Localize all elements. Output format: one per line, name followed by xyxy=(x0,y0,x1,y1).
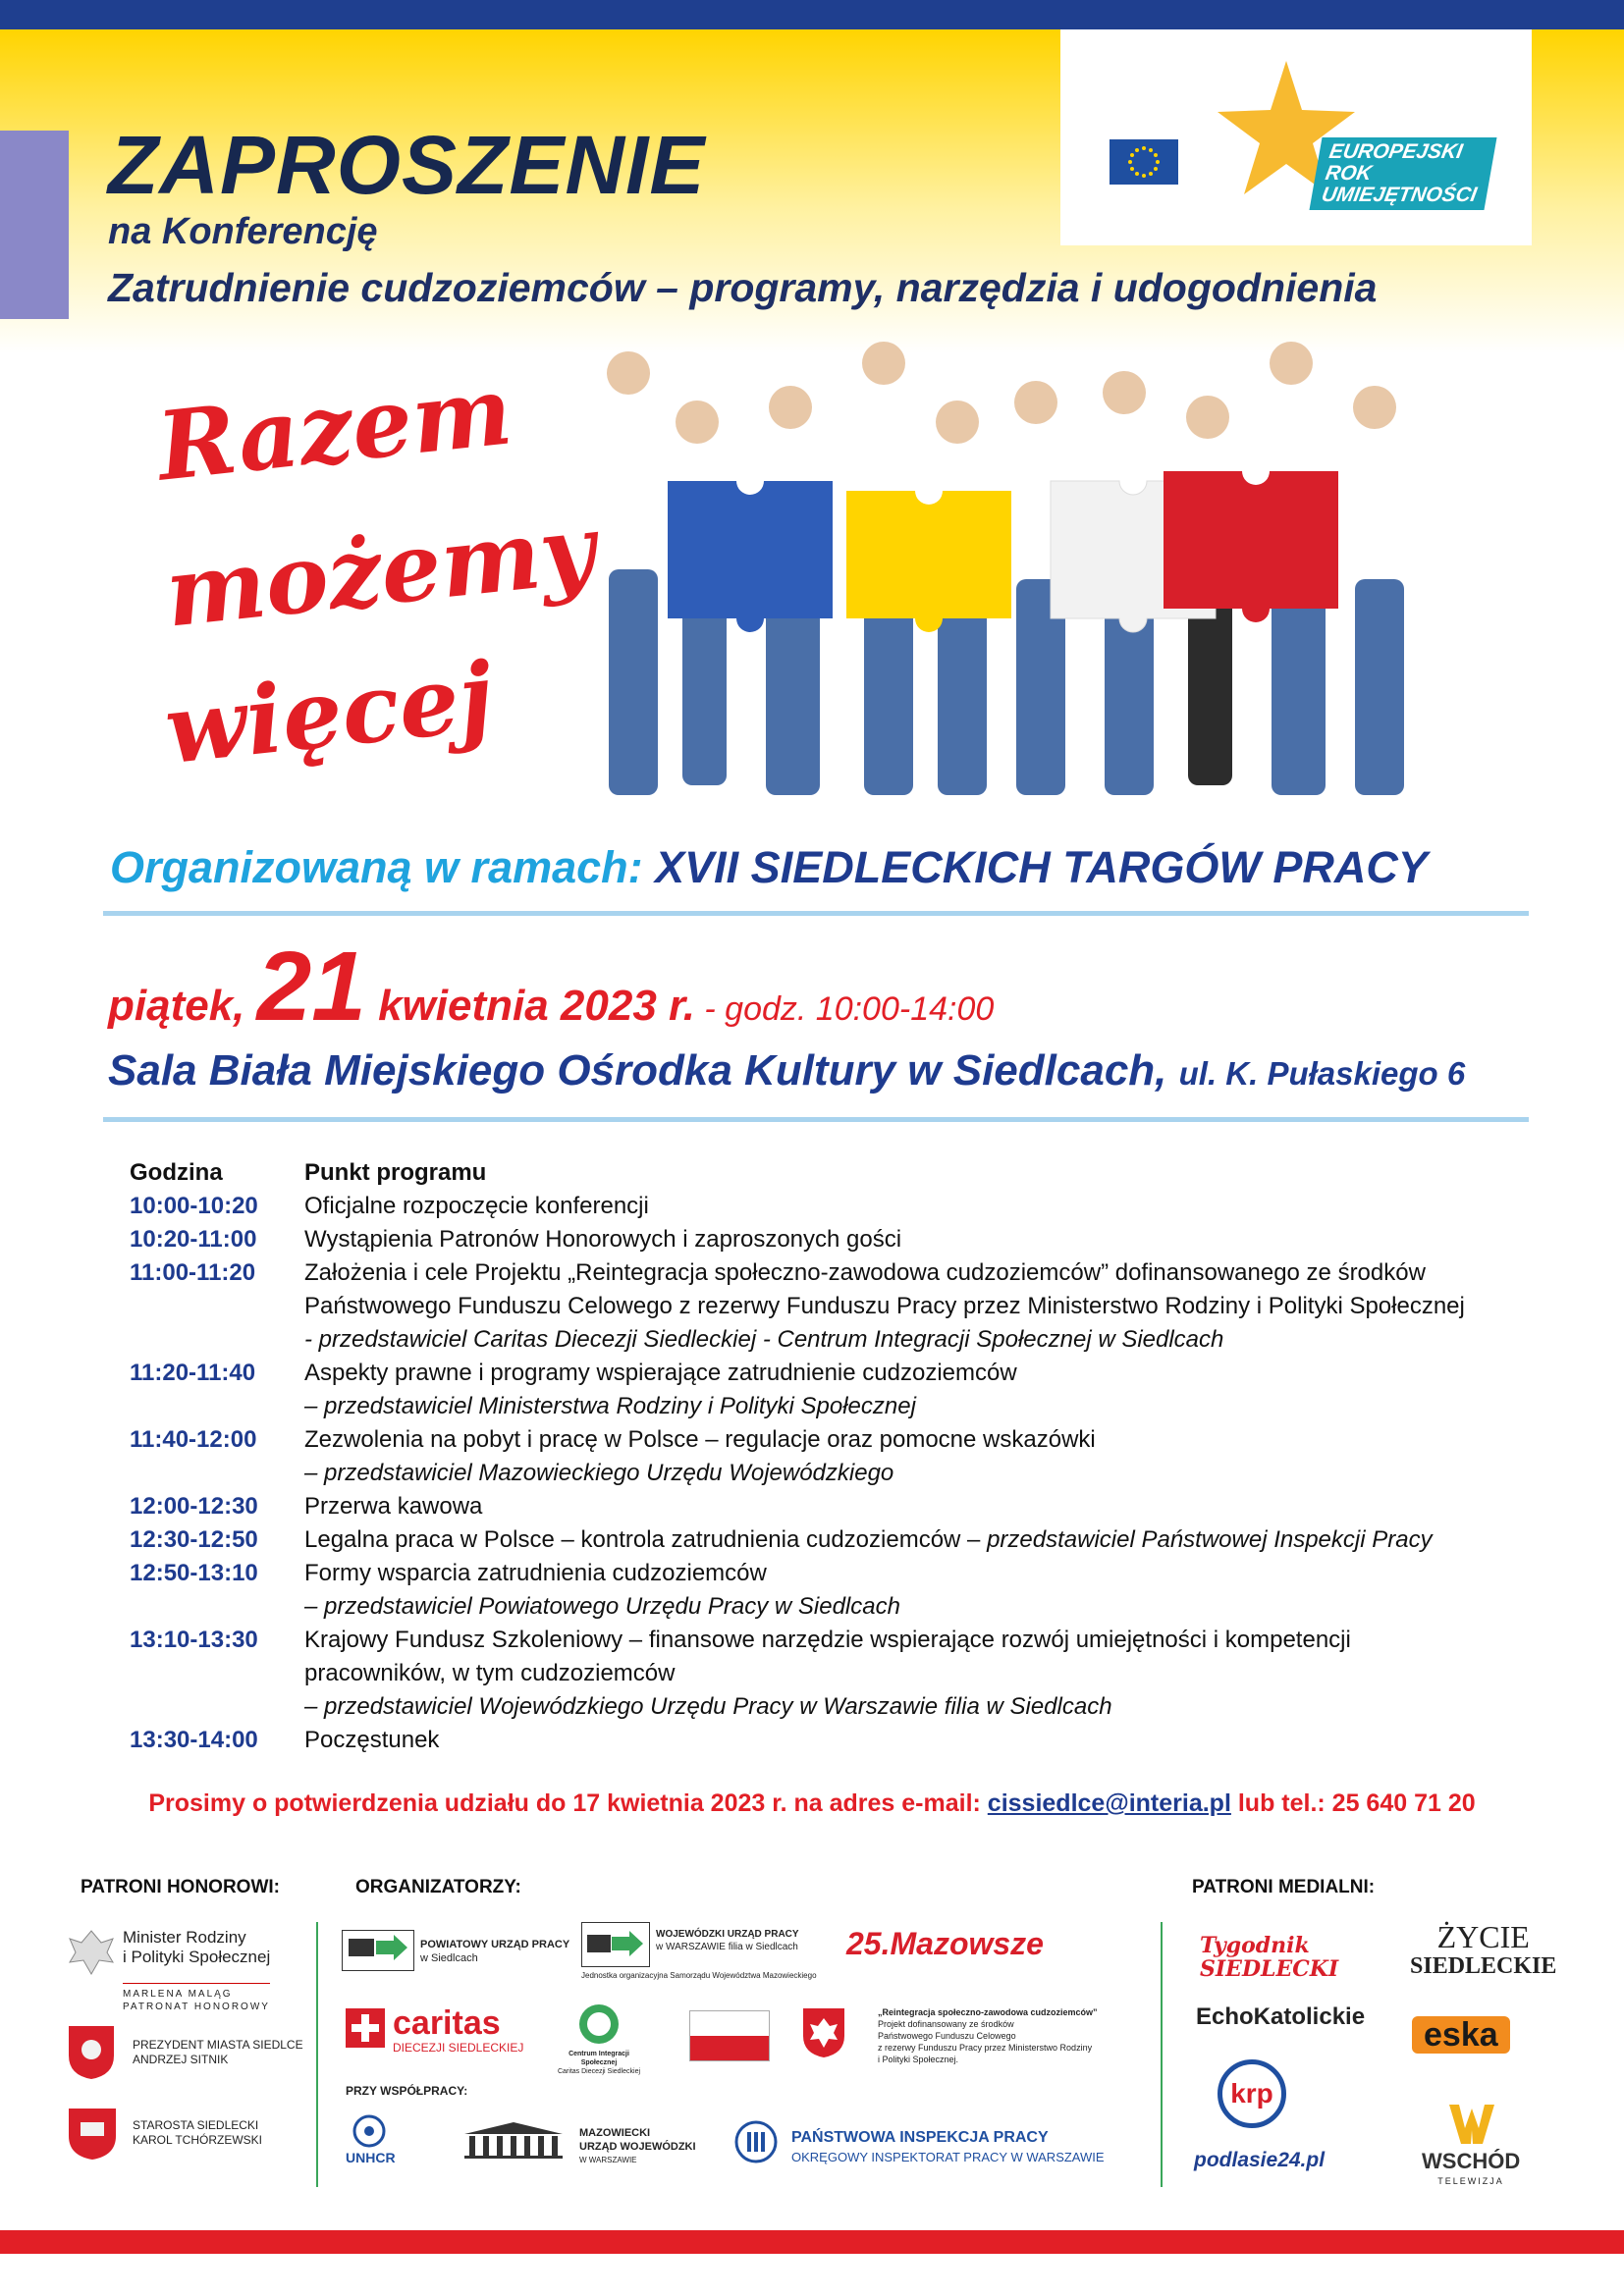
honorary-patrons-label: PATRONI HONOROWI: xyxy=(81,1877,280,1897)
eu-year-badge: EUROPEJSKI ROK UMIEJĘTNOŚCI xyxy=(1309,137,1496,210)
polish-emblem-icon xyxy=(801,2006,846,2059)
program-row: 10:20-11:00 Wystąpienia Patronów Honorowych i zaproszonych gości xyxy=(130,1226,902,1253)
eska-radio-logo: eska xyxy=(1412,2016,1510,2054)
event-date: piątek, 21 kwietnia 2023 r. - godz. 10:00-14:00 xyxy=(108,932,995,1041)
polish-flag-icon xyxy=(689,2010,770,2061)
email-link[interactable]: cissiedlce@interia.pl xyxy=(987,1789,1231,1817)
program-row: 12:50-13:10 Formy wsparcia zatrudnienia cudzoziemców – przedstawiciel Powiatowego Urzędu Pracy w Siedlcach xyxy=(130,1560,900,1620)
divider xyxy=(103,1117,1529,1122)
starost-logo: STAROSTA SIEDLECKI KAROL TCHÓRZEWSKI xyxy=(133,2118,263,2147)
eu-flag-icon xyxy=(1110,139,1178,185)
side-accent xyxy=(0,131,69,319)
pup-logo: POWIATOWY URZĄD PRACY w Siedlcach xyxy=(420,1939,570,1964)
siedlce-coat-of-arms-icon xyxy=(67,2024,116,2081)
slogan-line3: więcej xyxy=(160,640,499,786)
county-coat-of-arms-icon xyxy=(67,2107,118,2161)
media-patrons-label: PATRONI MEDIALNI: xyxy=(1192,1877,1376,1897)
divider xyxy=(103,911,1529,916)
podlasie24-logo: podlasie24.pl xyxy=(1194,2149,1326,2171)
program-row: 11:20-11:40 Aspekty prawne i programy wspierające zatrudnienie cudzoziemców – przedstawiciel Ministerstwa Rodziny i Polityki Społecznej xyxy=(130,1360,1017,1419)
unhcr-logo: UNHCR xyxy=(346,2150,396,2165)
ministry-patronage: MARLENA MALĄG PATRONAT HONOROWY xyxy=(123,1983,270,2013)
program-table xyxy=(130,1156,1543,1757)
program-row: 13:30-14:00 Poczęstunek xyxy=(130,1727,440,1753)
ministry-logo: Minister Rodziny i Polityki Społecznej xyxy=(123,1928,271,1966)
pup-logo-icon xyxy=(342,1930,414,1971)
program-row: 12:30-12:50 Legalna praca w Polsce – kontrola zatrudnienia cudzoziemców – przedstawiciel Państwowej Inspekcji Pracy xyxy=(130,1526,1433,1553)
mayor-logo: PREZYDENT MIASTA SIEDLCE ANDRZEJ SITNIK xyxy=(133,2038,303,2066)
wup-subtitle: Jednostka organizacyjna Samorządu Województwa Mazowieckiego xyxy=(581,1971,817,1980)
top-stripe xyxy=(0,0,1624,29)
program-row: 11:00-11:20 Założenia i cele Projektu „Reintegracja społeczno-zawodowa cudzoziemców” dofinansowanego ze środków Państwowego Funduszu Celowego z rezerwy Funduszu Pracy przez Ministerstwo Rodziny i Polityki Społecznej - przedstawiciel Caritas Diecezji Siedleckiej - Centrum Integracji Społecznej w Siedlcach xyxy=(130,1259,1465,1353)
echo-katolickie-logo: EchoKatolickie xyxy=(1196,2003,1366,2030)
tygodnik-siedlecki-logo: Tygodnik SIEDLECKI xyxy=(1200,1933,1339,1982)
program-header: Godzina Punkt programu xyxy=(130,1159,487,1186)
zycie-siedleckie-logo: ŻYCIE SIEDLECKIE xyxy=(1410,1919,1557,1979)
pip-logo-icon xyxy=(734,2120,778,2163)
eagle-emblem-icon xyxy=(67,1926,116,1980)
page-title: ZAPROSZENIE xyxy=(108,119,706,211)
cooperation-label: PRZY WSPÓŁPRACY: xyxy=(346,2084,468,2098)
muw-building-icon xyxy=(460,2120,568,2160)
divider xyxy=(1161,1922,1163,2187)
program-row: 12:00-12:30 Przerwa kawowa xyxy=(130,1493,483,1520)
rsvp-note: Prosimy o potwierdzenia udziału do 17 kwietnia 2023 r. na adres e-mail: cissiedlce@interia.pl lub tel.: 25 640 71 20 xyxy=(148,1789,1476,1817)
wschod-tv-icon xyxy=(1447,2103,1496,2146)
divider xyxy=(316,1922,318,2187)
cis-logo-icon xyxy=(577,2002,621,2046)
program-row: 10:00-10:20 Oficjalne rozpoczęcie konferencji xyxy=(130,1193,649,1219)
people-with-puzzles-photo xyxy=(589,334,1453,825)
program-row: 13:10-13:30 Krajowy Fundusz Szkoleniowy – finansowe narzędzie wspierające rozwój umiejętności i kompetencji pracowników, w tym cudzoziemców – przedstawiciel Wojewódzkiego Urzędu Pracy w Warszawie filia w Siedlcach xyxy=(130,1627,1351,1720)
organizers-label: ORGANIZATORZY: xyxy=(355,1877,521,1897)
pip-logo: PAŃSTWOWA INSPEKCJA PRACY OKRĘGOWY INSPEKTORAT PRACY W WARSZAWIE xyxy=(791,2129,1105,2164)
slogan-line1: Razem xyxy=(152,354,517,503)
caritas-cross-icon xyxy=(346,2008,385,2048)
wup-logo-icon xyxy=(581,1922,650,1967)
wschod-tv-logo: WSCHÓD TELEWIZJA xyxy=(1422,2149,1521,2186)
caritas-logo: caritas DIECEZJI SIEDLECKIEJ xyxy=(393,2004,524,2055)
wup-logo: WOJEWÓDZKI URZĄD PRACY w WARSZAWIE filia w Siedlcach xyxy=(656,1929,799,1952)
cis-logo: Centrum Integracji Społecznej Caritas Diecezji Siedleckiej xyxy=(557,2051,641,2075)
program-row: 11:40-12:00 Zezwolenia na pobyt i pracę w Polsce – regulacje oraz pomocne wskazówki – przedstawiciel Mazowieckiego Urzędu Wojewódzkiego xyxy=(130,1426,1096,1486)
conference-label: na Konferencję xyxy=(108,211,378,252)
unhcr-hands-icon xyxy=(350,2114,389,2148)
slogan-line2: możemy xyxy=(160,493,601,649)
organized-within: Organizowaną w ramach: XVII SIEDLECKICH TARGÓW PRACY xyxy=(110,842,1428,892)
project-note: „Reintegracja społeczno-zawodowa cudzoziemców” Projekt dofinansowany ze środków Państwowego Funduszu Celowego z rezerwy Funduszu Pracy przez Ministerstwo Rodziny i Polityki Społecznej. xyxy=(878,2007,1098,2064)
conference-title: Zatrudnienie cudzoziemców – programy, narzędzia i udogodnienia xyxy=(108,265,1378,310)
mazowsze-logo: 25.Mazowsze xyxy=(846,1926,1044,1961)
krp-radio-logo: krp xyxy=(1218,2059,1286,2128)
event-venue: Sala Biała Miejskiego Ośrodka Kultury w Siedlcach, ul. K. Pułaskiego 6 xyxy=(108,1046,1466,1095)
muw-logo: MAZOWIECKI URZĄD WOJEWÓDZKI W WARSZAWIE xyxy=(579,2127,696,2164)
bottom-stripe xyxy=(0,2230,1624,2254)
